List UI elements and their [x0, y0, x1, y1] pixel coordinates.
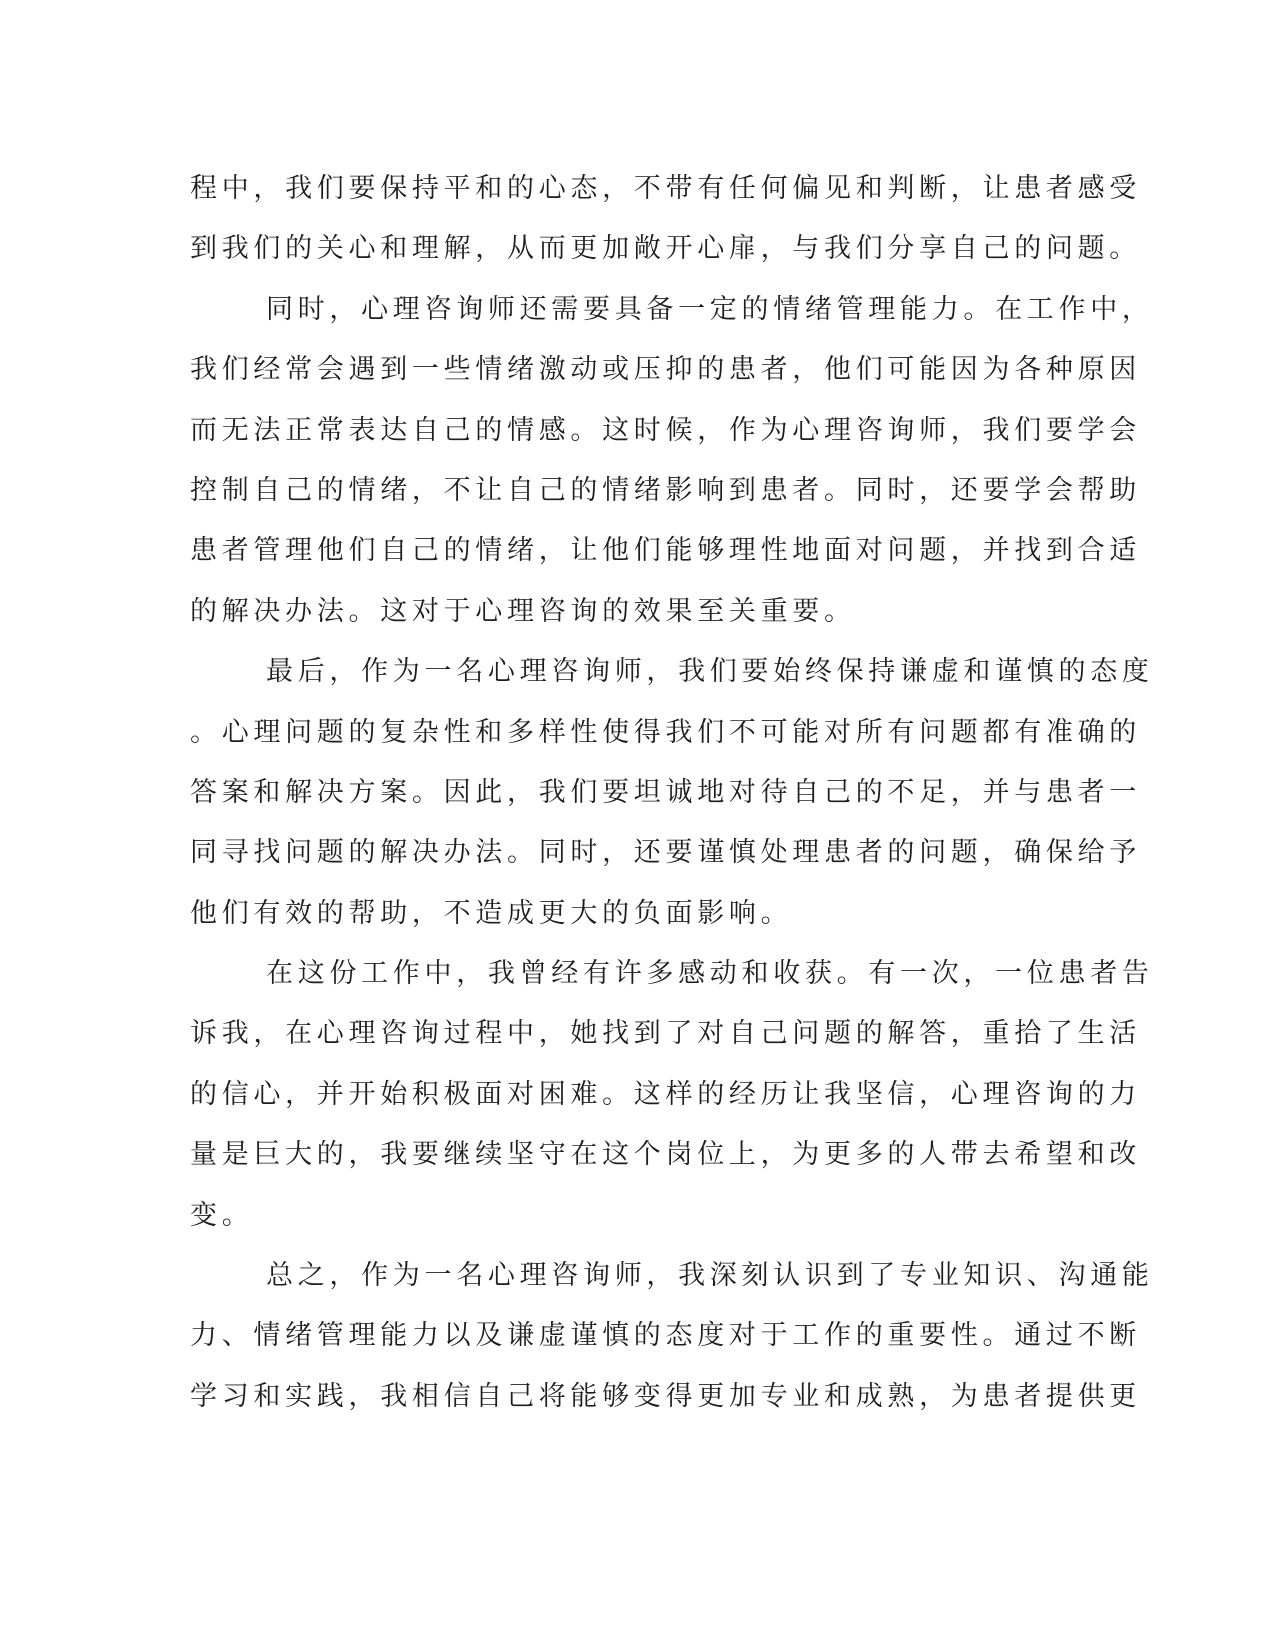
text-line: 程中，我们要保持平和的心态，不带有任何偏见和判断，让患者感受 — [190, 173, 1141, 204]
paragraph-start-line: 最后，作为一名心理咨询师，我们要始终保持谦虚和谨慎的态度 — [266, 656, 1154, 688]
text-line: 同寻找问题的解决办法。同时，还要谨慎处理患者的问题，确保给予 — [190, 837, 1141, 869]
paragraph-start-line: 同时，心理咨询师还需要具备一定的情绪管理能力。在工作中， — [266, 293, 1154, 325]
text-line: 答案和解决方案。因此，我们要坦诚地对待自己的不足，并与患者一 — [190, 776, 1141, 808]
text-line: 的解决办法。这对于心理咨询的效果至关重要。 — [190, 595, 856, 627]
text-line: 学习和实践，我相信自己将能够变得更加专业和成熟，为患者提供更 — [190, 1380, 1141, 1412]
text-line: 诉我，在心理咨询过程中，她找到了对自己问题的解答，重拾了生活 — [190, 1018, 1141, 1050]
text-line: 我们经常会遇到一些情绪激动或压抑的患者，他们可能因为各种原因 — [190, 354, 1141, 386]
paragraph-start-line: 总之，作为一名心理咨询师，我深刻认识到了专业知识、沟通能 — [266, 1260, 1154, 1292]
text-line: 而无法正常表达自己的情感。这时候，作为心理咨询师，我们要学会 — [190, 414, 1141, 446]
text-line: 。心理问题的复杂性和多样性使得我们不可能对所有问题都有准确的 — [190, 716, 1141, 748]
text-line: 量是巨大的，我要继续坚守在这个岗位上，为更多的人带去希望和改 — [190, 1139, 1141, 1171]
text-line: 到我们的关心和理解，从而更加敞开心扉，与我们分享自己的问题。 — [190, 233, 1141, 265]
text-line: 的信心，并开始积极面对困难。这样的经历让我坚信，心理咨询的力 — [190, 1078, 1141, 1110]
text-line: 变。 — [190, 1199, 254, 1231]
text-line: 患者管理他们自己的情绪，让他们能够理性地面对问题，并找到合适 — [190, 535, 1141, 567]
text-line: 力、情绪管理能力以及谦虚谨慎的态度对于工作的重要性。通过不断 — [190, 1320, 1141, 1352]
document-body — [190, 159, 1154, 1427]
text-line: 他们有效的帮助，不造成更大的负面影响。 — [190, 897, 793, 929]
paragraph-start-line: 在这份工作中，我曾经有许多感动和收获。有一次，一位患者告 — [266, 958, 1154, 990]
text-line: 控制自己的情绪，不让自己的情绪影响到患者。同时，还要学会帮助 — [190, 474, 1141, 506]
